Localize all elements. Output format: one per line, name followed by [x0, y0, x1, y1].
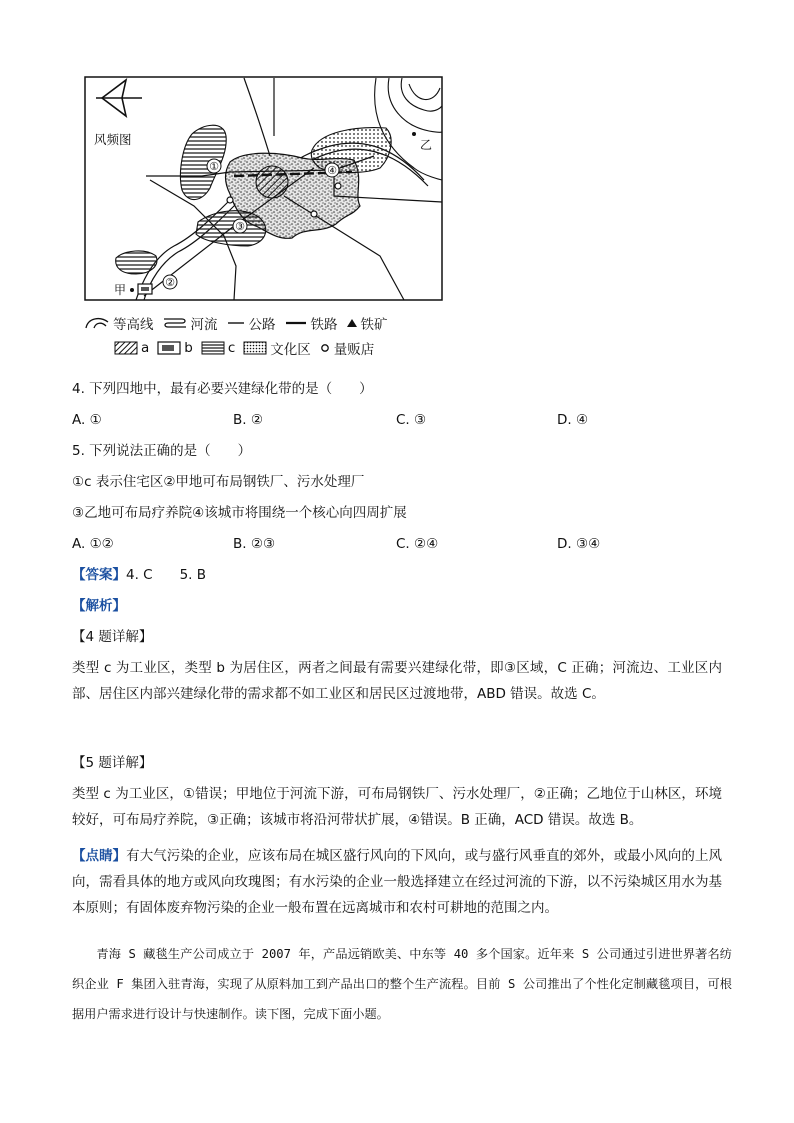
legend-river [162, 313, 218, 333]
triangle-icon [346, 316, 358, 330]
road-legend-icon [226, 316, 246, 330]
q4-option-d[interactable]: D. ④ [557, 412, 589, 428]
marker-2: ② [165, 276, 175, 289]
answer-text: 4. C 5. B [126, 567, 207, 583]
answer-line [72, 565, 206, 585]
legend-a-label: a [141, 340, 150, 356]
legend-railway [284, 313, 338, 333]
q4-option-b[interactable]: B. ② [233, 412, 263, 428]
legend-row-1 [84, 313, 396, 333]
tip-text: 有大气污染的企业，应该布局在城区盛行风向的下风向，或与盛行风垂直的郊外，或最小风向的上风向，需看具体的地方或风向玫瑰图；有水污染的企业一般选择建立在经过河流的下游，以不污染城区用水为基本原则；有固体废弃物污染的企业一般布置在远离城市和农村可耕地的范围之内。 [72, 848, 723, 916]
legend-a [114, 340, 149, 356]
hlines-legend-icon [201, 341, 225, 355]
q5-option-a[interactable]: A. ①② [72, 536, 114, 552]
legend-c [201, 340, 235, 356]
legend-b-label: b [184, 340, 193, 356]
wind-rose-label: 风频图 [94, 132, 132, 147]
city-map-figure [84, 76, 444, 302]
q5-stem: 5. 下列说法正确的是（ ） [72, 443, 252, 459]
place-yi: 乙 [420, 138, 433, 152]
marker-1: ① [209, 160, 219, 173]
legend-b [157, 340, 193, 356]
legend-contour-label: 等高线 [113, 317, 154, 333]
legend-row-2 [114, 338, 382, 358]
q4-option-c[interactable]: C. ③ [396, 412, 427, 428]
river-legend-icon [162, 316, 188, 330]
legend-contour [84, 313, 154, 333]
analysis-tag: 【解析】 [72, 598, 126, 614]
detail5-heading: 【5 题详解】 [72, 755, 153, 771]
q5-option-d[interactable]: D. ③④ [557, 536, 601, 552]
q5-option-b[interactable]: B. ②③ [233, 536, 276, 552]
legend-road-label: 公路 [248, 317, 276, 333]
detail4-text: 类型 c 为工业区，类型 b 为居住区，两者之间最有需要兴建绿化带，即③区域，C 正确；河流边、工业区内部、居住区内部兴建绿化带的需求都不如工业区和居民区过渡地带，ABD 错误。故选 C。 [72, 660, 722, 702]
marker-4: ④ [327, 164, 337, 177]
tip-paragraph [72, 843, 722, 921]
legend-c-label: c [227, 340, 236, 356]
hatch-legend-icon [114, 341, 138, 355]
dots-legend-icon [243, 341, 267, 355]
detail4-heading: 【4 题详解】 [72, 629, 153, 645]
railway-legend-icon [284, 316, 308, 330]
legend-iron-mine-label: 铁矿 [360, 317, 388, 333]
q5-statement-2: ③乙地可布局疗养院④该城市将围绕一个核心向四周扩展 [72, 505, 407, 521]
analysis-line [72, 596, 126, 616]
city-map [84, 76, 444, 302]
place-jia-dot [130, 288, 134, 292]
zone-b-legend-icon [157, 341, 181, 355]
legend-cultural-label: 文化区 [270, 342, 311, 358]
zone-b-marker-inner [141, 287, 149, 291]
contour-legend-icon [84, 316, 110, 330]
marker-3: ③ [235, 220, 245, 233]
q5-option-c[interactable]: C. ②④ [396, 536, 439, 552]
legend-supermarket [319, 338, 375, 358]
legend-road [226, 313, 276, 333]
q4-stem: 4. 下列四地中，最有必要兴建绿化带的是（ ） [72, 381, 373, 397]
legend-cultural [243, 338, 311, 358]
q5-statement-1: ①c 表示住宅区②甲地可布局钢铁厂、污水处理厂 [72, 474, 365, 490]
place-jia: 甲 [114, 283, 127, 297]
q4-option-a[interactable]: A. ① [72, 412, 102, 428]
zone-c-west [116, 251, 157, 274]
circle-icon [319, 341, 331, 355]
reading-passage: 青海 S 藏毯生产公司成立于 2007 年，产品远销欧美、中东等 40 多个国家。近年来 S 公司通过引进世界著名纺织企业 F 集团入驻青海，实现了从原料加工到产品出口的整个生产流程。目前 S 公司推出了个性化定制藏毯项目，可根据用户需求进行设计与快速制作。读下图，完成下面小题。 [72, 947, 732, 1021]
iron-mine-icon [412, 132, 416, 136]
answer-tag: 【答案】 [72, 567, 126, 583]
legend-railway-label: 铁路 [310, 317, 338, 333]
legend-iron-mine [346, 313, 388, 333]
tip-tag: 【点睛】 [72, 848, 127, 864]
detail5-text: 类型 c 为工业区，①错误；甲地位于河流下游，可布局钢铁厂、污水处理厂，②正确；乙地位于山林区，环境较好，可布局疗养院，③正确；该城市将沿河带状扩展，④错误。B 正确，ACD 错误。故选 B。 [72, 786, 722, 828]
legend-river-label: 河流 [190, 317, 218, 333]
legend-supermarket-label: 量贩店 [333, 342, 375, 358]
